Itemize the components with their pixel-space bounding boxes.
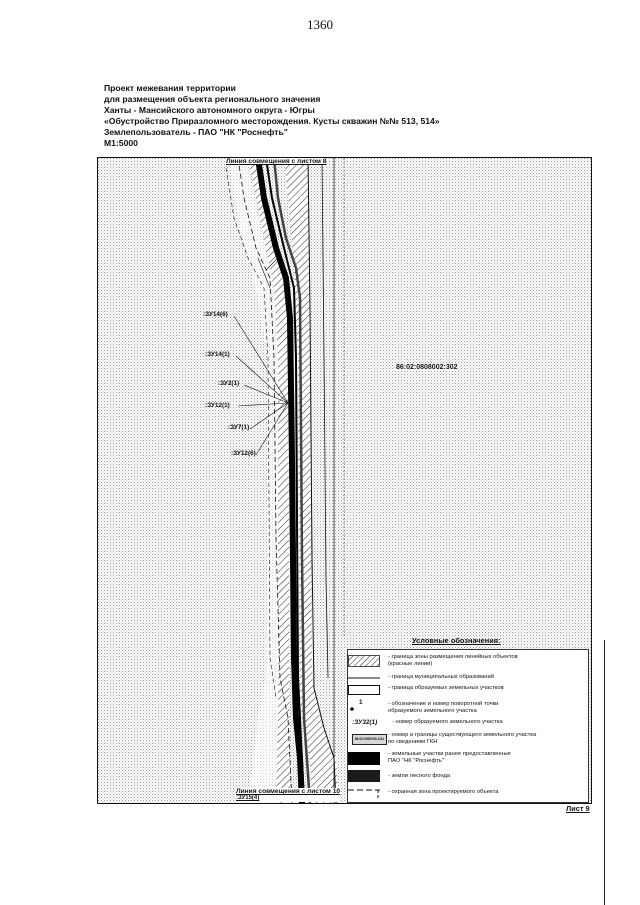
legend-text: - номер и границы существующего земельного участка по сведениям ГКН [388, 732, 537, 745]
legend-text: - земельные участки ранее предоставленные ПАО "НК "Роснефть" [388, 751, 511, 764]
existing-parcel-icon: 86:02:0000000:1111 [352, 734, 387, 745]
line-icon [348, 676, 380, 680]
parcel-label: :ЗУ12(1) [205, 402, 230, 409]
parcel-label: :ЗУ7(1) [228, 424, 250, 431]
legend-item [348, 751, 588, 767]
legend-item [348, 732, 588, 748]
page-edge-line [604, 640, 605, 905]
legend-item [348, 674, 588, 682]
dark-fill-icon [348, 770, 380, 782]
legend-text: - номер образуемого земельного участка [392, 719, 503, 725]
legend-title: Условные обозначения: [412, 636, 501, 645]
header-line: Проект межевания территории [104, 83, 236, 93]
point-label: 1 [359, 699, 363, 706]
parcel-label: :ЗУ2(1) [218, 380, 240, 387]
header-line: для размещения объекта регионального значения [104, 93, 321, 104]
parcel-label: :ЗУ12(6) [231, 450, 256, 457]
legend-text: - охранная зона проектируемого объекта [388, 789, 499, 795]
cadastral-number: 86:02:0808002:302 [396, 364, 458, 371]
legend-text: - граница зоны размещения линейных объектов (красные линии) [388, 654, 518, 667]
map-frame [97, 157, 592, 804]
dash-icon [348, 787, 380, 799]
parcel-label: :ЗУ14(6) [203, 311, 228, 318]
legend-item [348, 684, 588, 696]
point-icon [348, 699, 380, 715]
legend-box [347, 649, 589, 803]
black-fill-icon [348, 752, 380, 765]
match-line-bottom: Линия совмещения с листом 10 :ЗУ15(4) [236, 788, 341, 801]
legend-item [348, 719, 588, 728]
document-header [104, 83, 440, 148]
hatch-icon [348, 655, 380, 667]
match-line-top: Линия совмещения с листом 8 [226, 158, 327, 165]
legend-text: - земли лесного фонда [388, 773, 451, 779]
sheet-label: Лист 9 [566, 804, 590, 813]
bottom-parcel-label: :ЗУ15(4) [236, 795, 260, 801]
header-line: Землепользователь - ПАО "НК "Роснефть" [104, 126, 288, 137]
legend-text: - обозначение и номер поворотной точки образуемого земельного участка [388, 701, 499, 714]
legend-item [348, 699, 588, 715]
legend-item [348, 787, 588, 799]
legend-text: - граница муниципальных образований [388, 674, 494, 680]
box-icon [348, 685, 380, 695]
parcel-label: :ЗУ14(1) [205, 351, 230, 358]
legend-item [348, 654, 588, 670]
legend-text: - граница образуемых земельных участков [388, 685, 504, 691]
header-line: М1:5000 [104, 137, 138, 148]
header-line: «Обустройство Приразломного месторождения. Кусты скважин №№ 513, 514» [104, 115, 440, 126]
legend-item [348, 770, 588, 783]
header-line: Ханты - Мансийского автономного округа - Югры [104, 104, 315, 115]
page-number: 1360 [307, 17, 333, 32]
parcel-label-sample: :ЗУ32(1) [352, 719, 378, 726]
